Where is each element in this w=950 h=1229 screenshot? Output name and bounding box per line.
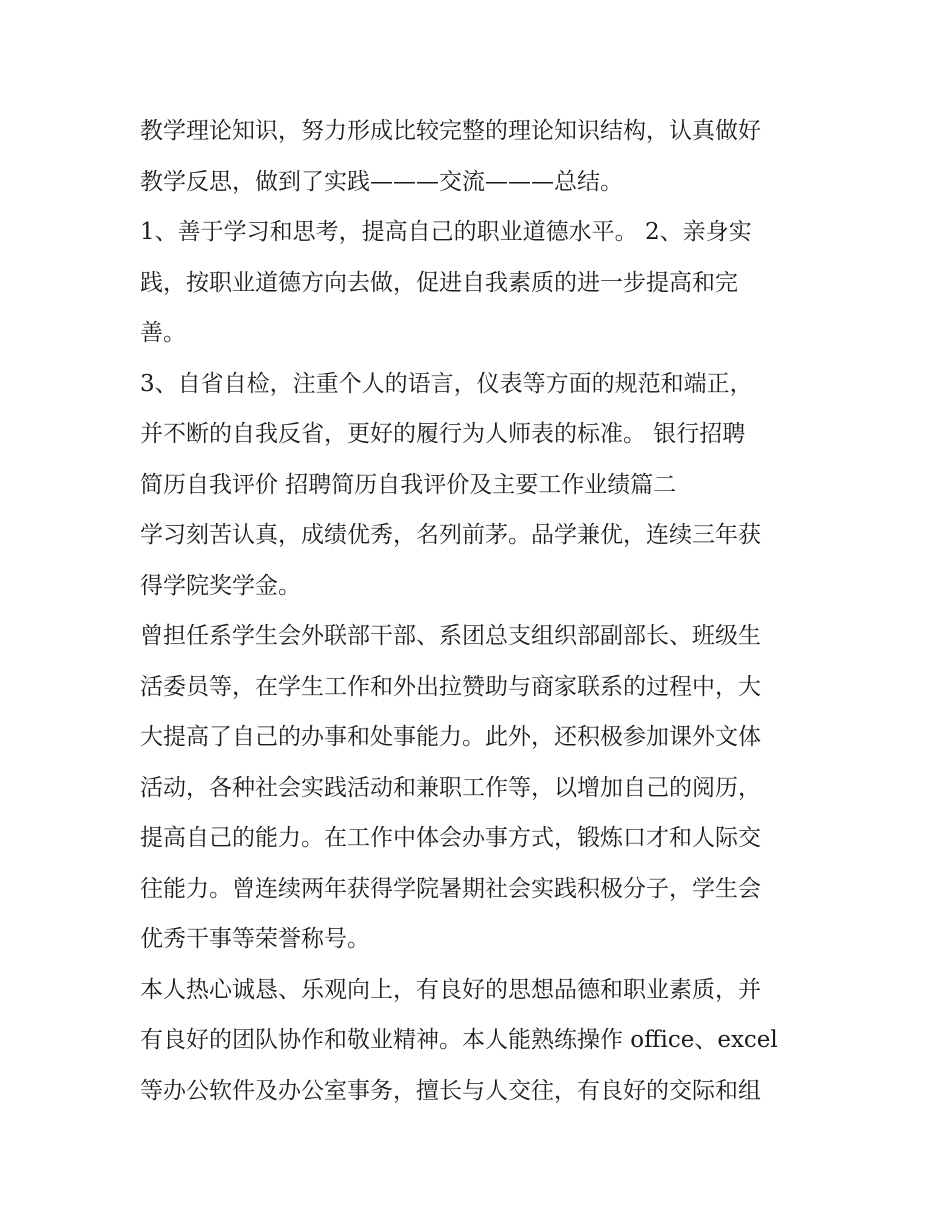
text-line: 活动，各种社会实践活动和兼职工作等，以增加自己的阅历， bbox=[140, 774, 761, 801]
text-line: 3、自省自检，注重个人的语言，仪表等方面的规范和端正， bbox=[140, 370, 753, 397]
text-line: 有良好的团队协作和敬业精神。本人能熟练操作 office、excel bbox=[140, 1027, 778, 1053]
text-line: 提高自己的能力。在工作中体会办事方式，锻炼口才和人际交 bbox=[140, 825, 761, 851]
text-line: 等办公软件及办公室事务，擅长与人交往，有良好的交际和组 bbox=[140, 1077, 761, 1104]
text-line: 1、善于学习和思考，提高自己的职业道德水平。 2、亲身实 bbox=[140, 219, 752, 245]
text-line: 优秀干事等荣誉称号。 bbox=[140, 926, 370, 952]
text-line: 教学反思，做到了实践———交流———总结。 bbox=[140, 168, 623, 195]
text-line: 大提高了自己的办事和处事能力。此外，还积极参加课外文体 bbox=[140, 724, 761, 750]
text-line: 得学院奖学金。 bbox=[140, 572, 301, 599]
text-line: 践，按职业道德方向去做，促进自我素质的进一步提高和完 bbox=[140, 269, 738, 296]
document-body bbox=[140, 106, 816, 1116]
text-line: 简历自我评价 招聘简历自我评价及主要工作业绩篇二 bbox=[140, 471, 677, 498]
text-line: 往能力。曾连续两年获得学院暑期社会实践积极分子，学生会 bbox=[140, 875, 761, 902]
text-line: 学习刻苦认真，成绩优秀，名列前茅。品学兼优，连续三年获 bbox=[140, 522, 761, 548]
text-line: 曾担任系学生会外联部干部、系团总支组织部副部长、班级生 bbox=[140, 623, 761, 649]
text-line: 并不断的自我反省，更好的履行为人师表的标准。 银行招聘 bbox=[140, 421, 746, 447]
text-line: 活委员等，在学生工作和外出拉赞助与商家联系的过程中，大 bbox=[140, 673, 761, 700]
text-line: 本人热心诚恳、乐观向上，有良好的思想品德和职业素质，并 bbox=[140, 976, 761, 1003]
text-line: 善。 bbox=[140, 320, 186, 346]
text-line: 教学理论知识，努力形成比较完整的理论知识结构，认真做好 bbox=[140, 118, 761, 144]
